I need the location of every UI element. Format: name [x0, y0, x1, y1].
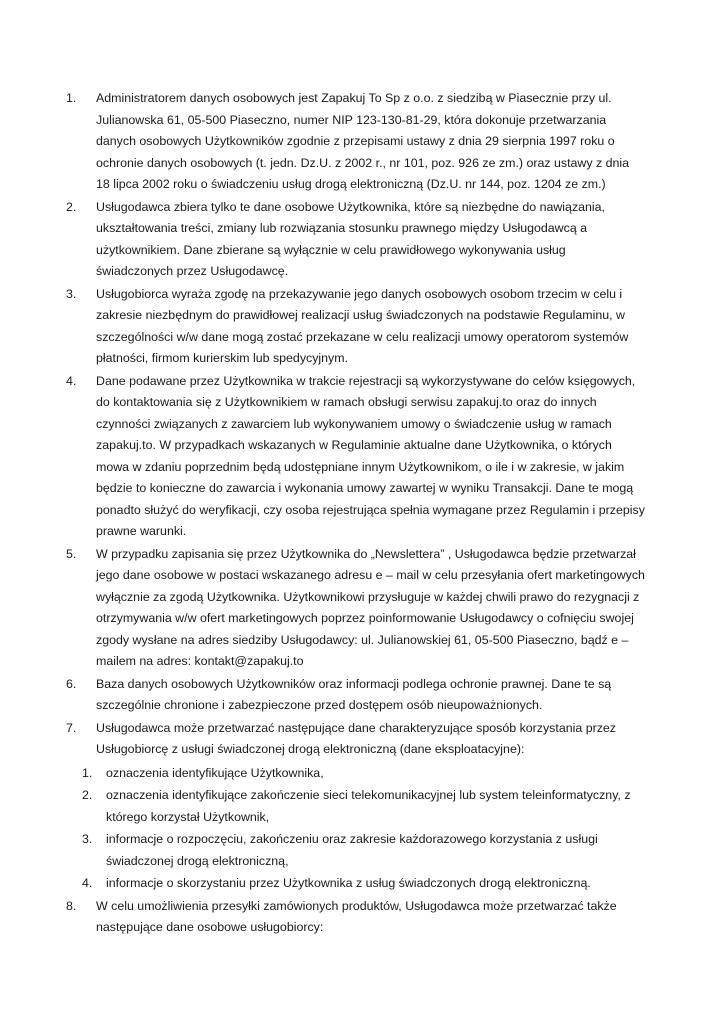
- item-text: Usługodawca może przetwarzać następujące dane charakteryzujące sposób korzystania przez Usługobiorcę z usługi świadczonej drogą elektroniczną (dane eksploatacyjne):: [96, 720, 616, 756]
- subitem-number: 1.: [82, 765, 93, 780]
- list-item: [66, 371, 645, 543]
- sublist-item: [76, 873, 645, 895]
- item-text: Usługodawca zbiera tylko te dane osobowe Użytkownika, które są niezbędne do nawiązania, ukształtowania treści, zmiany lub rozwiązania stosunku prawnego między Usługodawcą a użytkownikiem. Dane zbierane są wyłącznie w celu prawidłowego wykonywania usług świadczonych przez Usługodawcę.: [96, 199, 606, 278]
- sublist-item: [76, 785, 645, 828]
- sublist-item: [76, 763, 645, 785]
- item-number: 1.: [66, 91, 77, 105]
- list-item: [66, 544, 645, 673]
- item-number: 3.: [66, 286, 77, 301]
- item-text: W celu umożliwienia przesyłki zamówionych produktów, Usługodawca może przetwarzać także następujące dane osobowe usługobiorcy:: [96, 898, 617, 934]
- subitem-text: informacje o rozpoczęciu, zakończeniu oraz zakresie każdorazowego korzystania z usługi świadczonej drogą elektroniczną,: [106, 832, 598, 868]
- item-text: Administratorem danych osobowych jest Zapakuj To Sp z o.o. z siedzibą w Piasecznie przy ul. Julianowska 61, 05-500 Piaseczno, numer NIP 123-130-81-29, która dokonuje przetwarzania danych osobowych Użytkowników zgodnie z przepisami ustawy z dnia 29 sierpnia 1997 roku o ochronie danych osobowych (t. jedn. Dz.U. z 2002 r., nr 101, poz. 926 ze zm.) oraz ustawy z dnia 18 lipca 2002 roku o świadczeniu usług drogą elektroniczną (Dz.U. nr 144, poz. 1204 ze zm.): [96, 91, 630, 191]
- item-number: 4.: [66, 373, 77, 388]
- item-number: 6.: [66, 676, 77, 691]
- subitem-number: 2.: [82, 788, 93, 802]
- exploitation-data-sublist: [76, 763, 645, 895]
- list-item: [66, 88, 645, 196]
- list-item: [66, 197, 645, 283]
- list-item: [66, 718, 645, 895]
- list-item: [66, 896, 645, 939]
- subitem-text: oznaczenia identyfikujące Użytkownika,: [106, 765, 324, 780]
- item-text: Dane podawane przez Użytkownika w trakcie rejestracji są wykorzystywane do celów księgowych, do kontaktowania się z Użytkownikiem w ramach obsługi serwisu zapakuj.to oraz do innych czynności związanych z zawarciem lub wykonywaniem umowy o świadczenie usług w ramach zapakuj.to. W przypadkach wskazanych w Regulaminie aktualne dane Użytkownika, o których mowa w zdaniu poprzednim będą udostępniane innym Użytkownikom, o ile i w zakresie, w jakim będzie to konieczne do zawarcia i wykonania umowy zawartej w wyniku Transakcji. Dane te mogą ponadto służyć do weryfikacji, czy osoba rejestrująca spełnia wymagane przez Regulamin i przepisy prawne warunki.: [96, 373, 645, 538]
- item-number: 2.: [66, 199, 77, 214]
- privacy-clauses-list: [66, 88, 645, 939]
- item-number: 8.: [66, 898, 77, 913]
- subitem-text: oznaczenia identyfikujące zakończenie sieci telekomunikacyjnej lub system teleinformatyczny, z którego korzystał Użytkownik,: [106, 788, 631, 824]
- list-item: [66, 674, 645, 717]
- sublist-item: [76, 829, 645, 872]
- item-text: Baza danych osobowych Użytkowników oraz informacji podlega ochronie prawnej. Dane te są szczególnie chronione i zabezpieczone przed dostępem osób nieupoważnionych.: [96, 676, 612, 712]
- item-text: Usługobiorca wyraża zgodę na przekazywanie jego danych osobowych osobom trzecim w celu i zakresie niezbędnym do prawidłowej realizacji usług świadczonych na podstawie Regulaminu, w szczególności w/w dane mogą zostać przekazane w celu realizacji umowy operatorom systemów płatności, firmom kurierskim lub spedycyjnym.: [96, 286, 629, 365]
- subitem-text: informacje o skorzystaniu przez Użytkownika z usług świadczonych drogą elektroniczną.: [106, 876, 591, 890]
- item-number: 5.: [66, 546, 77, 561]
- subitem-number: 4.: [82, 876, 93, 890]
- list-item: [66, 284, 645, 370]
- subitem-number: 3.: [82, 832, 93, 846]
- item-number: 7.: [66, 720, 77, 735]
- item-text: W przypadku zapisania się przez Użytkownika do „Newslettera” , Usługodawca będzie przetwarzał jego dane osobowe w postaci wskazanego adresu e – mail w celu przesyłania ofert marketingowych wyłącznie za zgodą Użytkownika. Użytkownikowi przysługuje w każdej chwili prawo do rezygnacji z otrzymywania w/w ofert marketingowych poprzez poinformowanie Usługodawcy o cofnięciu swojej zgody wysłane na adres siedziby Usługodawcy: ul. Julianowskiej 61, 05-500 Piaseczno, bądź e – mailem na adres: kontakt@zapakuj.to: [96, 546, 645, 668]
